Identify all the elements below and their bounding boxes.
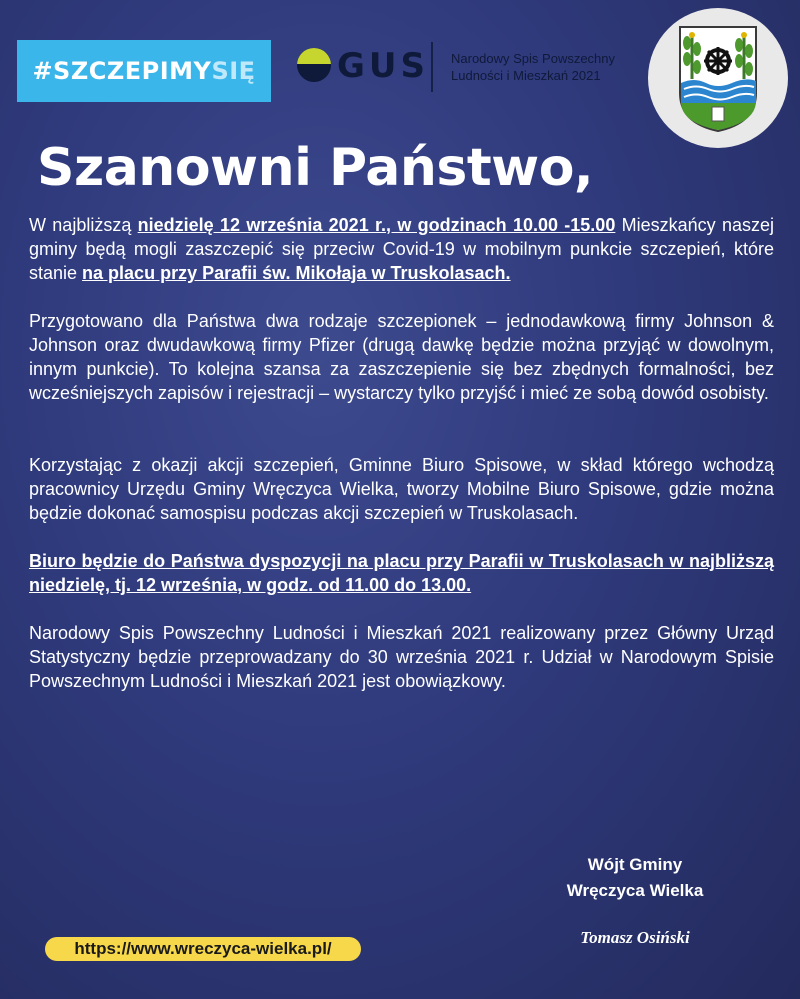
paragraph-office-hours: Biuro będzie do Państwa dyspozycji na placu przy Parafii w Truskolasach w najbliższą niedzielę, tj. 12 września, w godz. od 11.00 do 13.00. [29,551,774,595]
p1-text-1: W najbliższą [29,215,138,235]
website-link[interactable]: https://www.wreczyca-wielka.pl/ [45,937,361,961]
gus-logo [295,38,645,98]
paragraph-census-info: Narodowy Spis Powszechny Ludności i Mieszkań 2021 realizowany przez Główny Urząd Statystyczny będzie przeprowadzany do 30 września 2021 r. Udział w Narodowym Spisie Powszechnym Ludności i Mieszkań 2021 jest obowiązkowy. [29,623,774,691]
spacer [29,525,774,549]
spacer [29,597,774,621]
signature-title-line1: Wójt Gminy [587,855,683,874]
announcement-body [29,213,774,693]
header [0,0,800,160]
census-name-line2: Ludności i Mieszkań 2021 [451,68,601,83]
signature-block [535,852,735,904]
hashtag-accent: SIĘ [211,57,256,85]
census-name-line1: Narodowy Spis Powszechny [451,51,616,66]
p1-text-2: Mieszkańcy naszej gminy będą mogli zaszczepić się przeciw Covid-19 w mobilnym punkcie szczepień, które stanie [29,215,775,283]
hashtag-main: #SZCZEPIMY [32,57,212,85]
spacer [29,285,774,309]
szczepimysie-badge [17,40,271,102]
spacer [29,405,774,453]
p1-date-highlight: niedzielę 12 września 2021 r., w godzinach 10.00 -15.00 [137,215,616,235]
paragraph-vaccination-date [29,213,774,285]
p1-location-highlight: na placu przy Parafii św. Mikołaja w Truskolasach. [82,263,511,283]
paragraph-vaccines: Przygotowano dla Państwa dwa rodzaje szczepionek – jednodawkową firmy Johnson & Johnson oraz dwudawkową firmy Pfizer (drugą dawkę będzie można przyjąć w dowolnym, innym punkcie). To kolejna szansa za zaszczepienie się bez zbędnych formalności, bez wcześniejszych zapisów i rejestracji – wystarczy tylko przyjść i mieć ze sobą dowód osobisty. [29,311,774,403]
gus-logo-icon [295,38,335,88]
gus-wordmark: GUS [337,46,430,86]
signer-name: Tomasz Osiński [580,928,690,947]
gus-separator [431,42,433,92]
census-name [451,50,615,84]
paragraph-census-office: Korzystając z okazji akcji szczepień, Gminne Biuro Spisowe, w skład którego wchodzą pracownicy Urzędu Gminy Wręczyca Wielka, tworzy Mobilne Biuro Spisowe, gdzie można będzie dokonać samospisu podczas akcji szczepień w Truskolasach. [29,455,774,523]
signature-title-line2: Wręczyca Wielka [566,881,704,900]
page-title: Szanowni Państwo, [37,138,594,198]
municipality-crest [648,8,788,148]
crest-icon [676,23,760,135]
